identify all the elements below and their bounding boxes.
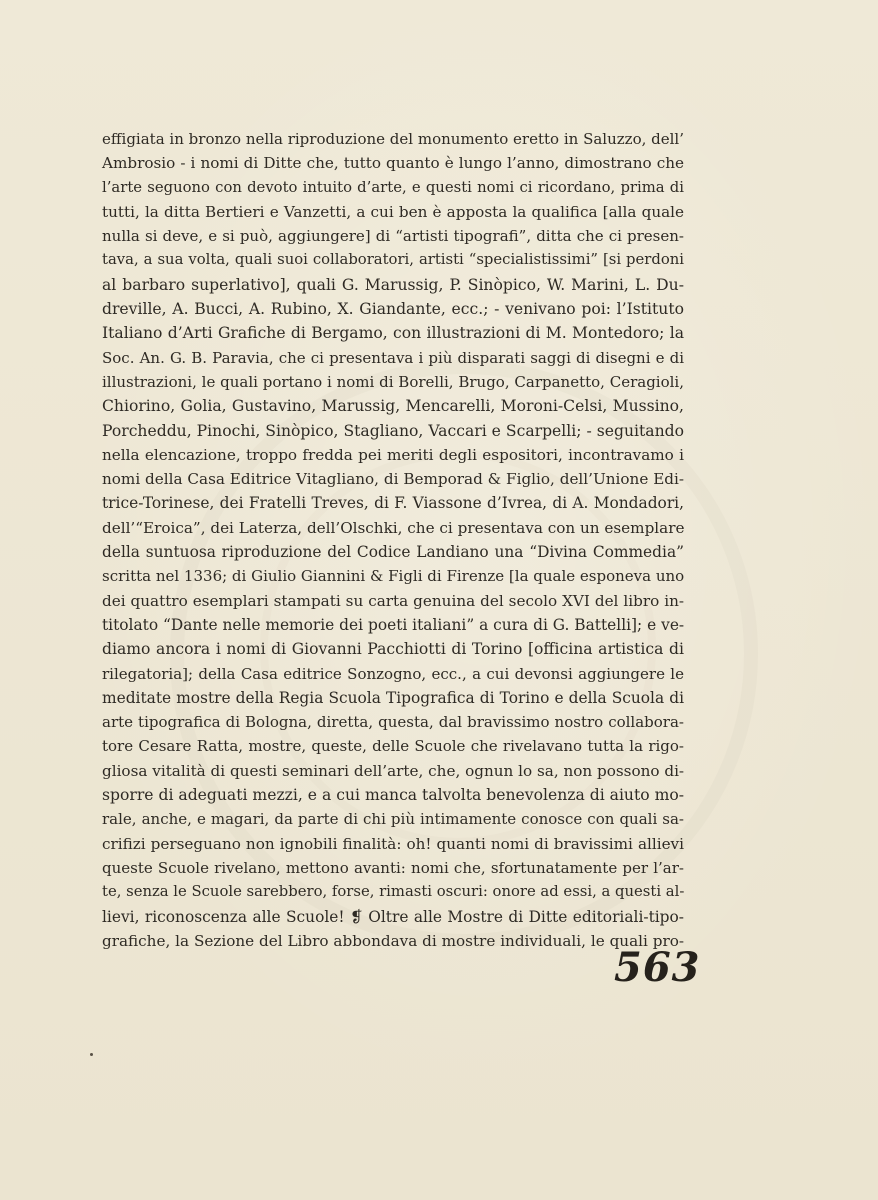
text-line: rilegatoria]; della Casa editrice Sonzogno, ecc., a cui devonsi aggiungere le: [102, 664, 684, 683]
text-line: nomi della Casa Editrice Vitagliano, di Bemporad & Figlio, dell’Unione Edi-: [102, 470, 684, 489]
text-line: Soc. An. G. B. Paravia, che ci presentava i più disparati saggi di disegni e di: [102, 348, 684, 367]
text-line: queste Scuole rivelano, mettono avanti: nomi che, sfortunatamente per l’ar-: [102, 858, 684, 877]
text-line: Chiorino, Golia, Gustavino, Marussig, Mencarelli, Moroni-Celsi, Mussino,: [102, 397, 684, 416]
text-line: dei quattro esemplari stampati su carta genuina del secolo XVI del libro in-: [102, 591, 684, 610]
text-line: grafiche, la Sezione del Libro abbondava di mostre individuali, le quali pro-: [102, 931, 684, 950]
text-line: diamo ancora i nomi di Giovanni Pacchiotti di Torino [officina artistica di: [102, 640, 684, 659]
text-line: trice-Torinese, dei Fratelli Treves, di F. Viassone d’Ivrea, di A. Mondadori,: [102, 494, 684, 513]
text-line: tava, a sua volta, quali suoi collaboratori, artisti “specialistissimi” [si perdoni: [102, 251, 684, 269]
text-line: effigiata in bronzo nella riproduzione del monumento eretto in Saluzzo, dell’: [102, 130, 684, 148]
text-line: Porcheddu, Pinochi, Sinòpico, Stagliano, Vaccari e Scarpelli; - seguitando: [102, 421, 684, 440]
page-number: 563: [614, 944, 701, 991]
text-line: gliosa vitalità di questi seminari dell’arte, che, ognun lo sa, non possono di-: [102, 761, 685, 780]
text-line: lievi, riconoscenza alle Scuole! ❡ Oltre alle Mostre di Ditte editoriali-tipo-: [102, 907, 684, 926]
text-line: dreville, A. Bucci, A. Rubino, X. Giandante, ecc.; - venivano poi: l’Istituto: [102, 300, 684, 319]
text-line: Ambrosio - i nomi di Ditte che, tutto quanto è lungo l’anno, dimostrano che: [102, 154, 684, 173]
text-line: meditate mostre della Regia Scuola Tipografica di Torino e della Scuola di: [102, 688, 684, 707]
ink-speck: [90, 1053, 93, 1056]
text-line: te, senza le Scuole sarebbero, forse, rimasti oscuri: onore ad essi, a questi al-: [102, 883, 685, 901]
text-line: dell’“Eroica”, dei Laterza, dell’Olschki, che ci presentava con un esemplare: [102, 518, 685, 537]
text-line: rale, anche, e magari, da parte di chi più intimamente conosce con quali sa-: [102, 810, 684, 829]
text-line: illustrazioni, le quali portano i nomi di Borelli, Brugo, Carpanetto, Ceragioli,: [102, 372, 684, 391]
body-text: [102, 127, 684, 953]
text-line: titolato “Dante nelle memorie dei poeti italiani” a cura di G. Battelli]; e ve-: [102, 615, 685, 634]
text-line: l’arte seguono con devoto intuito d’arte, e questi nomi ci ricordano, prima di: [102, 178, 684, 196]
text-line: tore Cesare Ratta, mostre, queste, delle Scuole che rivelavano tutta la rigo-: [102, 737, 684, 756]
text-line: nella elencazione, troppo fredda pei meriti degli espositori, incontravamo i: [102, 445, 684, 464]
text-line: della suntuosa riproduzione del Codice Landiano una “Divina Commedia”: [102, 543, 684, 562]
text-line: arte tipografica di Bologna, diretta, questa, dal bravissimo nostro collabora-: [102, 713, 684, 732]
text-line: sporre di adeguati mezzi, e a cui manca talvolta benevolenza di aiuto mo-: [102, 786, 685, 805]
text-line: Italiano d’Arti Grafiche di Bergamo, con illustrazioni di M. Montedoro; la: [102, 324, 684, 343]
text-line: tutti, la ditta Bertieri e Vanzetti, a cui ben è apposta la qualifica [alla quale: [102, 202, 684, 221]
text-line: al barbaro superlativo], quali G. Marussig, P. Sinòpico, W. Marini, L. Du-: [102, 275, 684, 294]
text-line: crifizi perseguano non ignobili finalità: oh! quanti nomi di bravissimi allievi: [102, 834, 684, 853]
text-line: scritta nel 1336; di Giulio Giannini & Figli di Firenze [la quale esponeva uno: [102, 567, 685, 586]
text-line: nulla si deve, e si può, aggiungere] di “artisti tipografi”, ditta che ci presen-: [102, 227, 684, 246]
